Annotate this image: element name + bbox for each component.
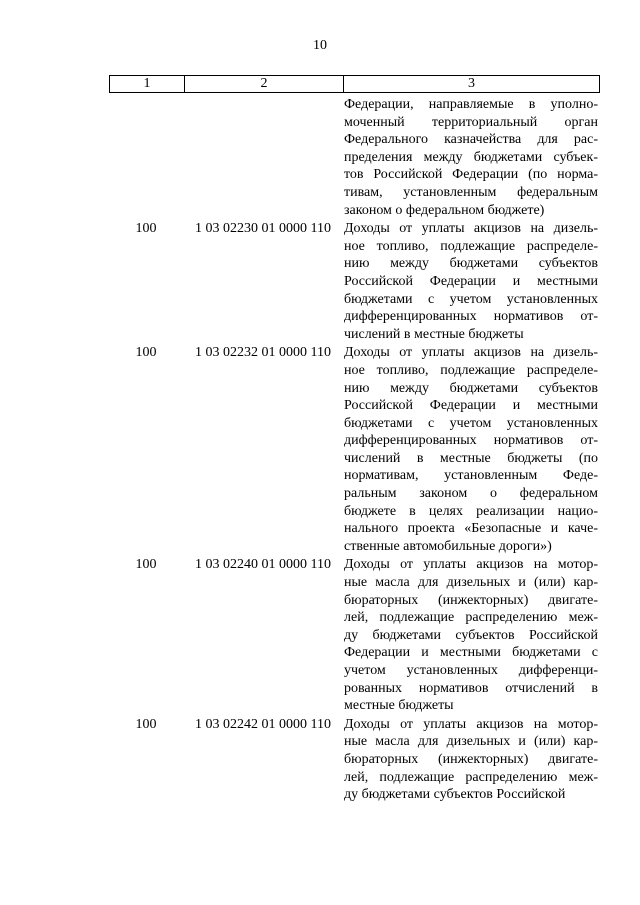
description-line: числений в местные бюджеты (по xyxy=(344,450,598,466)
description-cell xyxy=(344,344,598,555)
description-line: учетом установленных дифференци- xyxy=(344,663,598,678)
budget-code-cell: 1 03 02230 01 0000 110 xyxy=(195,221,331,237)
description-line: бюраторных (инжекторных) двигате- xyxy=(344,751,598,767)
description-line: ральным законом о федеральном xyxy=(344,486,598,502)
description-line: нию между бюджетами субъектов xyxy=(344,380,598,396)
description-line: Доходы от уплаты акцизов на мотор- xyxy=(344,557,598,573)
table-body xyxy=(0,96,640,804)
description-line: Федерации и местными бюджетами с xyxy=(344,645,598,661)
description-line: бюджетами с учетом установленных xyxy=(344,291,598,307)
description-line: нормативам, установленным Феде- xyxy=(344,468,598,484)
column-header-1: 1 xyxy=(110,76,185,92)
description-line: тов Российской Федерации (по норма- xyxy=(344,167,598,183)
description-line: бюджете в целях реализации нацио- xyxy=(344,503,598,519)
description-line: Российской Федерации и местными xyxy=(344,398,598,414)
description-line: бюджетами с учетом установленных xyxy=(344,415,598,431)
description-line: местные бюджеты xyxy=(344,698,454,714)
table-row xyxy=(0,344,640,555)
table-row xyxy=(0,96,640,219)
description-line: ные масла для дизельных и (или) кар- xyxy=(344,575,598,591)
budget-code-cell: 1 03 02232 01 0000 110 xyxy=(195,345,331,361)
description-line: Федерации, направляемые в уполно- xyxy=(344,97,598,112)
description-line: числений в местные бюджеты xyxy=(344,326,524,342)
description-cell xyxy=(344,556,598,714)
table-row xyxy=(0,556,640,714)
description-line: законом о федеральном бюджете) xyxy=(344,202,545,218)
description-line: дифференцированных нормативов от- xyxy=(344,309,598,325)
table-row xyxy=(0,220,640,343)
description-line: Доходы от уплаты акцизов на дизель- xyxy=(344,221,598,237)
description-line: Доходы от уплаты акцизов на мотор- xyxy=(344,716,598,732)
admin-code-cell: 100 xyxy=(135,557,157,573)
description-line: ное топливо, подлежащие распределе- xyxy=(344,362,598,378)
description-line: рованных нормативов отчислений в xyxy=(344,680,598,696)
budget-code-cell: 1 03 02242 01 0000 110 xyxy=(195,716,331,732)
table-row xyxy=(0,716,640,804)
description-line: ду бюджетами субъектов Российской xyxy=(344,787,566,803)
column-header-3: 3 xyxy=(468,76,475,91)
admin-code-cell: 100 xyxy=(135,716,157,732)
description-line: ное топливо, подлежащие распределе- xyxy=(344,238,598,254)
description-line: нального проекта «Безопасные и каче- xyxy=(344,521,598,537)
description-line: нию между бюджетами субъектов xyxy=(344,256,598,272)
description-line: Федерального казначейства для рас- xyxy=(344,132,598,148)
description-cell xyxy=(344,220,598,343)
description-line: ду бюджетами субъектов Российской xyxy=(344,627,598,643)
description-line: Российской Федерации и местными xyxy=(344,273,598,289)
table-header-row xyxy=(109,75,600,93)
admin-code-cell: 100 xyxy=(135,221,157,237)
column-header-2: 2 xyxy=(185,76,344,92)
description-line: моченный территориальный орган xyxy=(344,114,598,130)
description-line: Доходы от уплаты акцизов на дизель- xyxy=(344,345,598,361)
description-line: дифференцированных нормативов от- xyxy=(344,433,598,449)
description-cell xyxy=(344,716,598,804)
description-line: пределения между бюджетами субъек- xyxy=(344,149,598,165)
description-line: ственные автомобильные дороги») xyxy=(344,538,552,554)
description-cell xyxy=(344,96,598,219)
description-line: лей, подлежащие распределению меж- xyxy=(344,610,598,626)
description-line: тивам, установленным федеральным xyxy=(344,184,598,200)
description-line: ные масла для дизельных и (или) кар- xyxy=(344,734,598,750)
description-line: бюраторных (инжекторных) двигате- xyxy=(344,592,598,608)
admin-code-cell: 100 xyxy=(135,345,157,361)
budget-code-cell: 1 03 02240 01 0000 110 xyxy=(195,557,331,573)
page-number: 10 xyxy=(313,38,327,53)
description-line: лей, подлежащие распределению меж- xyxy=(344,769,598,785)
